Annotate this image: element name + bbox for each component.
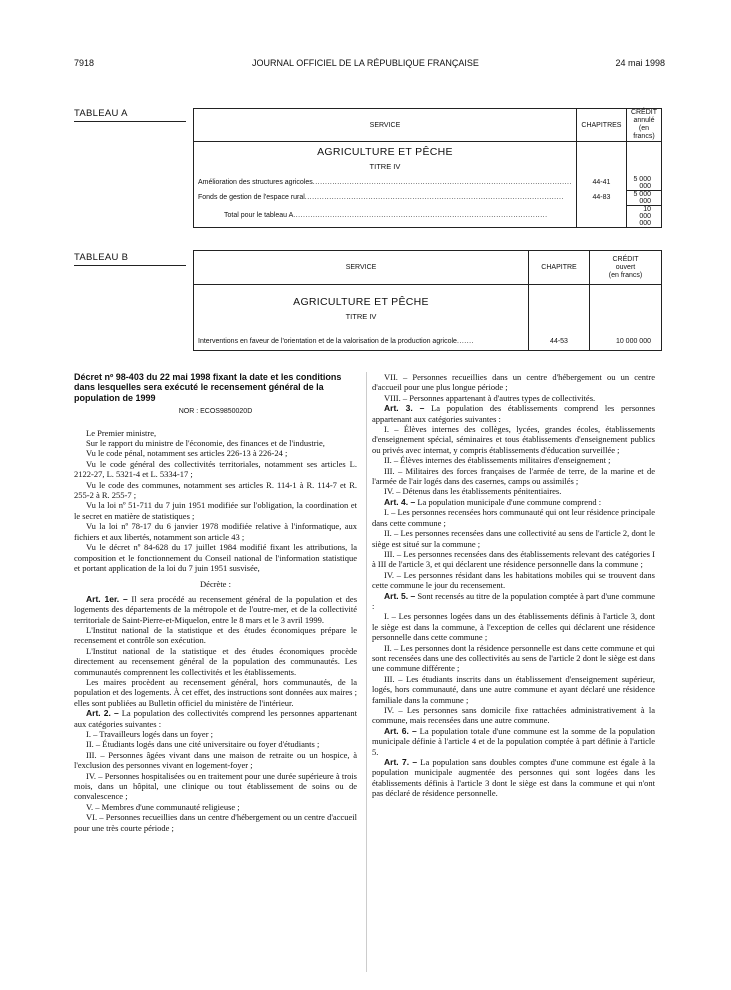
paragraph: Vu la loi nº 78-17 du 6 janvier 1978 modifiée relative à l'informatique, aux fichiers et aux libertés, notamment son article 43 ; (74, 521, 357, 542)
list-item: IV. – Les personnes résidant dans les habitations mobiles qui se trouvent dans cette commune le jour du recensement. (372, 569, 655, 591)
paragraph: L'Institut national de la statistique et des études économiques procède directement au recensement général de la population des communautés. Les communautés comprennent les collectivités et les établissements. (74, 645, 357, 677)
list-item: IV. – Détenus dans les établissements pénitentiaires. (384, 486, 562, 497)
total-row: Total pour le tableau A........................................................................................................ (194, 205, 577, 227)
article-2: Art. 2. – La population des collectivités comprend les personnes appartenant aux catégories suivantes : (74, 708, 357, 729)
article-1: Art. 1er. – Il sera procédé au recensement général de la population et des logements des départements de la métropole et de l'outre-mer, et de la collectivité territoriale de Saint-Pierre-et-Miquelon, entre le 8 mars et le 3 avril 1999. (74, 593, 358, 625)
section-title: AGRICULTURE ET PÊCHE (317, 146, 453, 159)
paragraph: L'Institut national de la statistique et des études économiques prépare le recensement et contrôle son exécution. (74, 624, 357, 646)
list-item: IV. – Personnes hospitalisées ou en traitement pour une durée supérieure à trois mois, dans un hôpital, une clinique ou tout établissement de soins ou de convalescence ; (74, 770, 357, 802)
list-item: II. – Les personnes recensées dans une collectivité au sens de l'article 2, dont le siège est situé sur la commune ; (372, 528, 655, 549)
section-title: AGRICULTURE ET PÊCHE (293, 296, 429, 309)
tableau-a-label: TABLEAU A (74, 108, 186, 122)
column-divider (366, 372, 367, 972)
article-6: Art. 6. – La population totale d'une commune est la somme de la population municipale définie à l'article 4 et de la population comptée à part définie à l'article 5. (372, 725, 655, 757)
article-7: Art. 7. – La population sans doubles comptes d'une commune est égale à la population municipale augmentée des personnes qui sont logées dans les établissements définis à l'article 3 dont le siège est dans la commune et qui n'ont pas déclaré de résidence personnelle. (372, 757, 655, 799)
list-item: III. – Militaires des forces françaises de l'armée de terre, de la marine et de l'armée de l'air logés dans des casernes, camps ou assimilés ; (372, 465, 655, 487)
list-item: II. – Les personnes dont la résidence personnelle est dans cette commune et qui sont recensées dans une des collectivités au sens de l'article 2 dont le siège est dans une commune différente ; (372, 642, 655, 674)
list-item: III. – Les personnes recensées dans des établissements relevant des catégories I à III de l'article 3, et qui déclarent une résidence personnelle dans la commune ; (372, 548, 655, 570)
paragraph: Vu le code des communes, notamment ses articles R. 114-1 à R. 114-7 et R. 255-2 à R. 255-7 ; (74, 479, 357, 501)
table-row: Amélioration des structures agricoles.......................................................................................................... (194, 176, 577, 191)
decree-title: Décret nº 98-403 du 22 mai 1998 fixant la date et les conditions dans lesquelles sera exécuté le recensement général de la population de 1999 (74, 372, 342, 403)
article-5: Art. 5. – Sont recensés au titre de la population comptée à part d'une commune : (372, 590, 656, 611)
list-item: II. – Étudiants logés dans une cité universitaire ou foyer d'étudiants ; (86, 739, 320, 750)
issue-date: 24 mai 1998 (615, 58, 665, 68)
col-service: SERVICE (194, 109, 577, 142)
col-service: SERVICE (194, 251, 529, 285)
tableau-b-label: TABLEAU B (74, 252, 186, 266)
list-item: I. – Élèves internes des collèges, lycées, grandes écoles, établissements d'enseignement spécial, séminaires et tous établissements d'enseignement publics ou privés avec internat, y compris établissements d'éducation surveillée ; (372, 424, 655, 455)
page-number: 7918 (74, 58, 95, 68)
col-chapitres: CHAPITRES (576, 109, 626, 142)
paragraph: Vu le code pénal, notamment ses articles 226-13 à 226-24 ; (86, 448, 288, 459)
paragraph: Vu la loi nº 51-711 du 7 juin 1951 modifiée sur l'obligation, la coordination et le secret en matière de statistiques ; (74, 500, 357, 521)
tableau-a: SERVICE CHAPITRES CRÉDIT annulé (en francs) AGRICULTURE ET PÊCHE TITRE IV Amélioration des structures agricoles.......................................................................................................... 44-41 5 000 000 Fonds de gestion de l'espace rural.......................................................................................................... 44-83 5 000 000 Total pour le tableau A........................................................................................................ 10 000 000 (193, 108, 662, 228)
list-item: VIII. – Personnes appartenant à d'autres types de collectivités. (384, 392, 596, 403)
article-4: Art. 4. – La population municipale d'une commune comprend : (384, 496, 602, 507)
list-item: VI. – Personnes recueillies dans un centre d'hébergement ou un centre d'accueil pour une très courte période ; (74, 812, 357, 833)
col-credit: CRÉDIT annulé (en francs) (626, 109, 661, 142)
list-item: I. – Les personnes recensées hors communauté qui ont leur résidence principale dans cette commune ; (372, 507, 655, 528)
list-item: IV. – Les personnes sans domicile fixe rattachées administrativement à la commune, mais recensées dans une autre commune. (372, 705, 655, 726)
titre-label: TITRE IV (369, 162, 401, 172)
table-row: Fonds de gestion de l'espace rural.......................................................................................................... (194, 190, 577, 205)
paragraph: Vu le décret nº 84-628 du 17 juillet 1984 modifié fixant les attributions, la composition et le fonctionnement du Conseil national de l'information statistique et portant application de la loi du 7 juin 1951 susvisée, (74, 542, 357, 573)
paragraph: Vu le code général des collectivités territoriales, notamment ses articles L. 2122-27, L. 5321-4 et L. 5334-17 ; (74, 458, 357, 480)
list-item: V. – Membres d'une communauté religieuse ; (86, 801, 240, 812)
paragraph: Le Premier ministre, (86, 427, 157, 438)
list-item: III. – Personnes âgées vivant dans une maison de retraite ou un hospice, à l'exclusion des personnes vivant en logement-foyer ; (74, 749, 357, 771)
left-column (74, 372, 357, 833)
col-credit: CRÉDIT ouvert (en francs) (590, 251, 662, 285)
list-item: I. – Travailleurs logés dans un foyer ; (86, 729, 214, 739)
table-row: Interventions en faveur de l'orientation et de la valorisation de la production agricole....... (194, 333, 529, 351)
journal-title: JOURNAL OFFICIEL DE LA RÉPUBLIQUE FRANÇAISE (252, 58, 479, 68)
list-item: II. – Élèves internes des établissements militaires d'enseignement ; (384, 455, 611, 466)
list-item: III. – Les étudiants inscrits dans un établissement d'enseignement supérieur, logés, hors communauté, dans une autre commune et ayant déclaré une résidence familiale dans la commune ; (372, 673, 655, 705)
decrete-heading: Décrète : (200, 579, 231, 590)
article-3: Art. 3. – La population des établissements comprend les personnes appartenant aux catégories suivantes : (372, 403, 655, 424)
col-chapitre: CHAPITRE (529, 251, 590, 285)
list-item: VII. – Personnes recueillies dans un centre d'hébergement ou un centre d'accueil pour une plus longue période ; (372, 372, 655, 393)
paragraph: Sur le rapport du ministre de l'économie, des finances et de l'industrie, (86, 438, 325, 449)
paragraph: Les maires procèdent au recensement général, hors communautés, de la population et des logements. À cet effet, des instructions sont données aux maires ; elles sont publiées au Bulletin officiel du ministère de l'intérieur. (74, 676, 357, 708)
nor-reference: NOR : ECOS9850020D (178, 408, 253, 416)
titre-label: TITRE IV (345, 312, 377, 322)
right-column (372, 372, 655, 799)
list-item: I. – Les personnes logées dans un des établissements définis à l'article 3, dont le siège est dans la commune, à l'exception de celles qui déclarent une résidence personnelle dans cette commune ; (372, 611, 655, 643)
tableau-b: SERVICE CHAPITRE CRÉDIT ouvert (en francs) AGRICULTURE ET PÊCHE TITRE IV Interventions en faveur de l'orientation et de la valorisation de la production agricole....... 44-53 10 000 000 (193, 250, 662, 351)
